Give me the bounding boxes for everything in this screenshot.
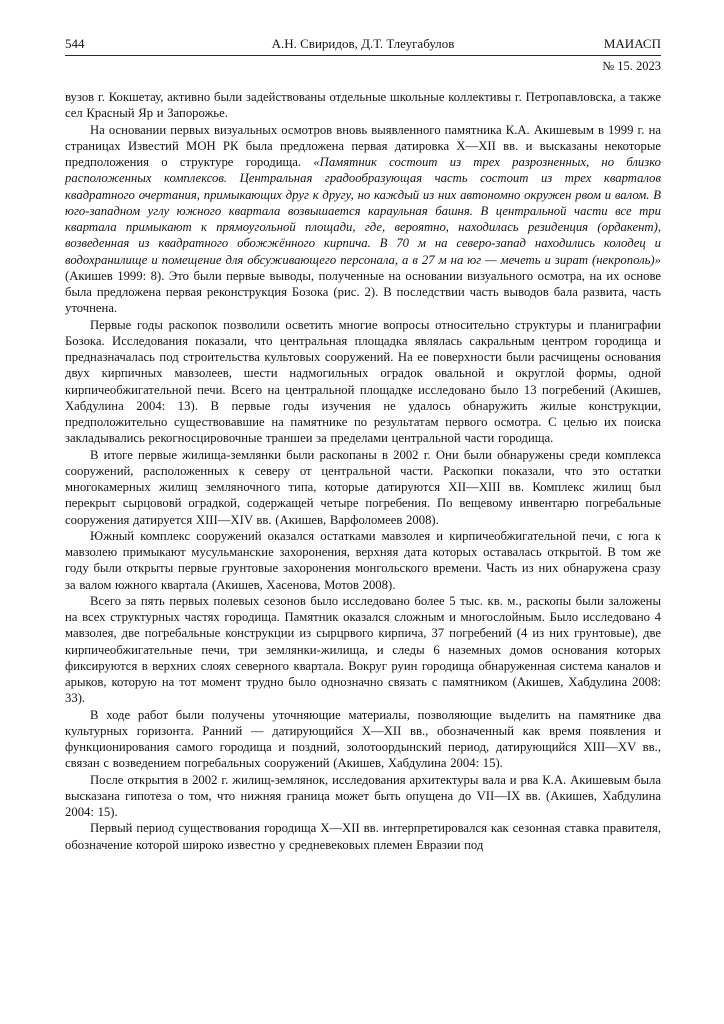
paragraph-dwellings-2002: В итоге первые жилища-землянки были раскопаны в 2002 г. Они были обнаружены среди комплекса сооружений, расположенных к северу от центральной части. Раскопки показали, что это остатки многокамерных жилищ земляночного типа, которые датируются XII—XIII вв. Комплекс жилищ был перекрыт сырцововй оградкой, содержащей четыре погребения. По вещевому инвентарю погребальные сооружения датируется XIII—XIV вв. (Акишев, Варфоломеев 2008). <box>65 447 661 527</box>
paragraph-cultural-horizons: В ходе работ были получены уточняющие материалы, позволяющие выделить на памятнике два культурных горизонта. Ранний — датирующийся X—XII вв., обозначенный как время появления и функционирования самого городища и поздний, золотоордынский период, датирующийся XIII—XV вв., связан с возведением погребальных сооружений (Акишев, Хабдулина 2004: 15). <box>65 707 661 771</box>
block-quote-akishev-1999: «Памятник состоит из трех разрозненных, но близко расположенных комплексов. Центральная градообразующая часть состоит из трех кварталов квадратного очертания, примыкающих друг к другу, но каждый из них автономно окружен рвом и валом. В юго-западном углу южного квартала возвышается караульная башня. В центральной части все три квартала примыкают к прямоугольной площади, где, вероятно, находилась резиденция (ордакент), возведенная из квадратного обожжённого кирпича. В 70 м на северо-запад находились колодец и водохранилище и помещение для обсуживающего персонала, а в 27 м на юг — мечеть и зират (некрополь)» <box>65 155 662 267</box>
paragraph-first-period-interpretation: Первый период существования городища X—XII вв. интерпретировался как сезонная ставка правителя, обозначение которой широко известно у средневековых племен Евразии под <box>65 821 661 852</box>
running-header <box>65 36 661 56</box>
paragraph-lower-boundary-hypothesis: После открытия в 2002 г. жилищ-землянок, исследования архитектуры вала и рва К.А. Акишевым была высказана гипотеза о том, что нижняя граница может быть опущена до VII—IX вв. (Акишев, Хабдулина 2004: 15). <box>65 772 661 819</box>
paragraph-southern-complex: Южный комплекс сооружений оказался остатками мавзолея и кирпичеобжигательной печи, с юга к мавзолею примыкают мусульманские захоронения, верхняя дата которых оставалась открытой. В том же году были открыты первые грунтовые захоронения монгольского времени. Часть из них обнаружена сразу за валом южного квартала (Акишев, Хасенова, Мотов 2008). <box>65 528 661 592</box>
paragraph-first-excavation-years: Первые годы раскопок позволили осветить многие вопросы относительно структуры и планиграфии Бозока. Исследования показали, что центральная площадка являлась сакральным центром городища и предназначалась под строительства культовых сооружений. На ее поверхности были расчищены основания двух кирпичных мавзолеев, шести надмогильных оградок овальной и округлой формы, одной кирпичеобжигательной печи. Всего на центральной площадке исследовано было 13 погребений (Акишев, Хабдулина 2004: 13). В первые годы изучения не удалось обнаружить жилые конструкции, предположительно существовавшие на памятнике по результатам первого осмотра. С целью их поиска закладывались рекогносцировочные траншеи за пределами центральной части городища. <box>65 317 661 446</box>
paragraph-outro: (Акишев 1999: 8). Это были первые выводы, полученные на основании визуального осмотра, на их основе была предложена первая реконструкция Бозока (рис. 2). В последствии часть выводов бала развита, часть уточнена. <box>65 268 661 316</box>
paragraph-five-seasons-summary: Всего за пять первых полевых сезонов было исследовано более 5 тыс. кв. м., раскопы были заложены на всех структурных частях городища. Памятник оказался сложным и многослойным. Было исследовано 4 мавзолея, две погребальные конструкции из сырцрвого кирпича, 37 погребений (4 из них грунтовые), две кирпичеобжигательные печи, три землянки-жилища, и следы 6 наземных домов основания которых фиксируются в верхних слоях северного квартала. Вокруг руин городища обнаруженная система каналов и арыков, которую на тот момент трудно было однозначно связать с памятником (Акишев, Хабдулина 2008: 33). <box>65 593 661 706</box>
paragraph-first-dating <box>65 122 661 317</box>
page-number: 544 <box>65 36 85 51</box>
running-title-authors: А.Н. Свиридов, Д.Т. Тлеугабулов <box>271 36 455 51</box>
page-body <box>65 89 661 853</box>
journal-issue: № 15. 2023 <box>602 59 661 73</box>
paragraph-intro: На основании первых визуальных осмотров вновь выявленного памятника К.А. Акишевым в 1999 г. на страницах Известий МОН РК была предложена первая датировка X—XII вв. и высказаны некоторые предположения о структуре городища. <box>65 122 661 169</box>
journal-name: МАИАСП <box>603 36 661 51</box>
paragraph-continuation: вузов г. Кокшетау, активно были задействованы отдельные школьные коллективы г. Петропавловска, а также сел Красный Яр и Запорожье. <box>65 90 661 121</box>
page-header <box>65 36 661 74</box>
